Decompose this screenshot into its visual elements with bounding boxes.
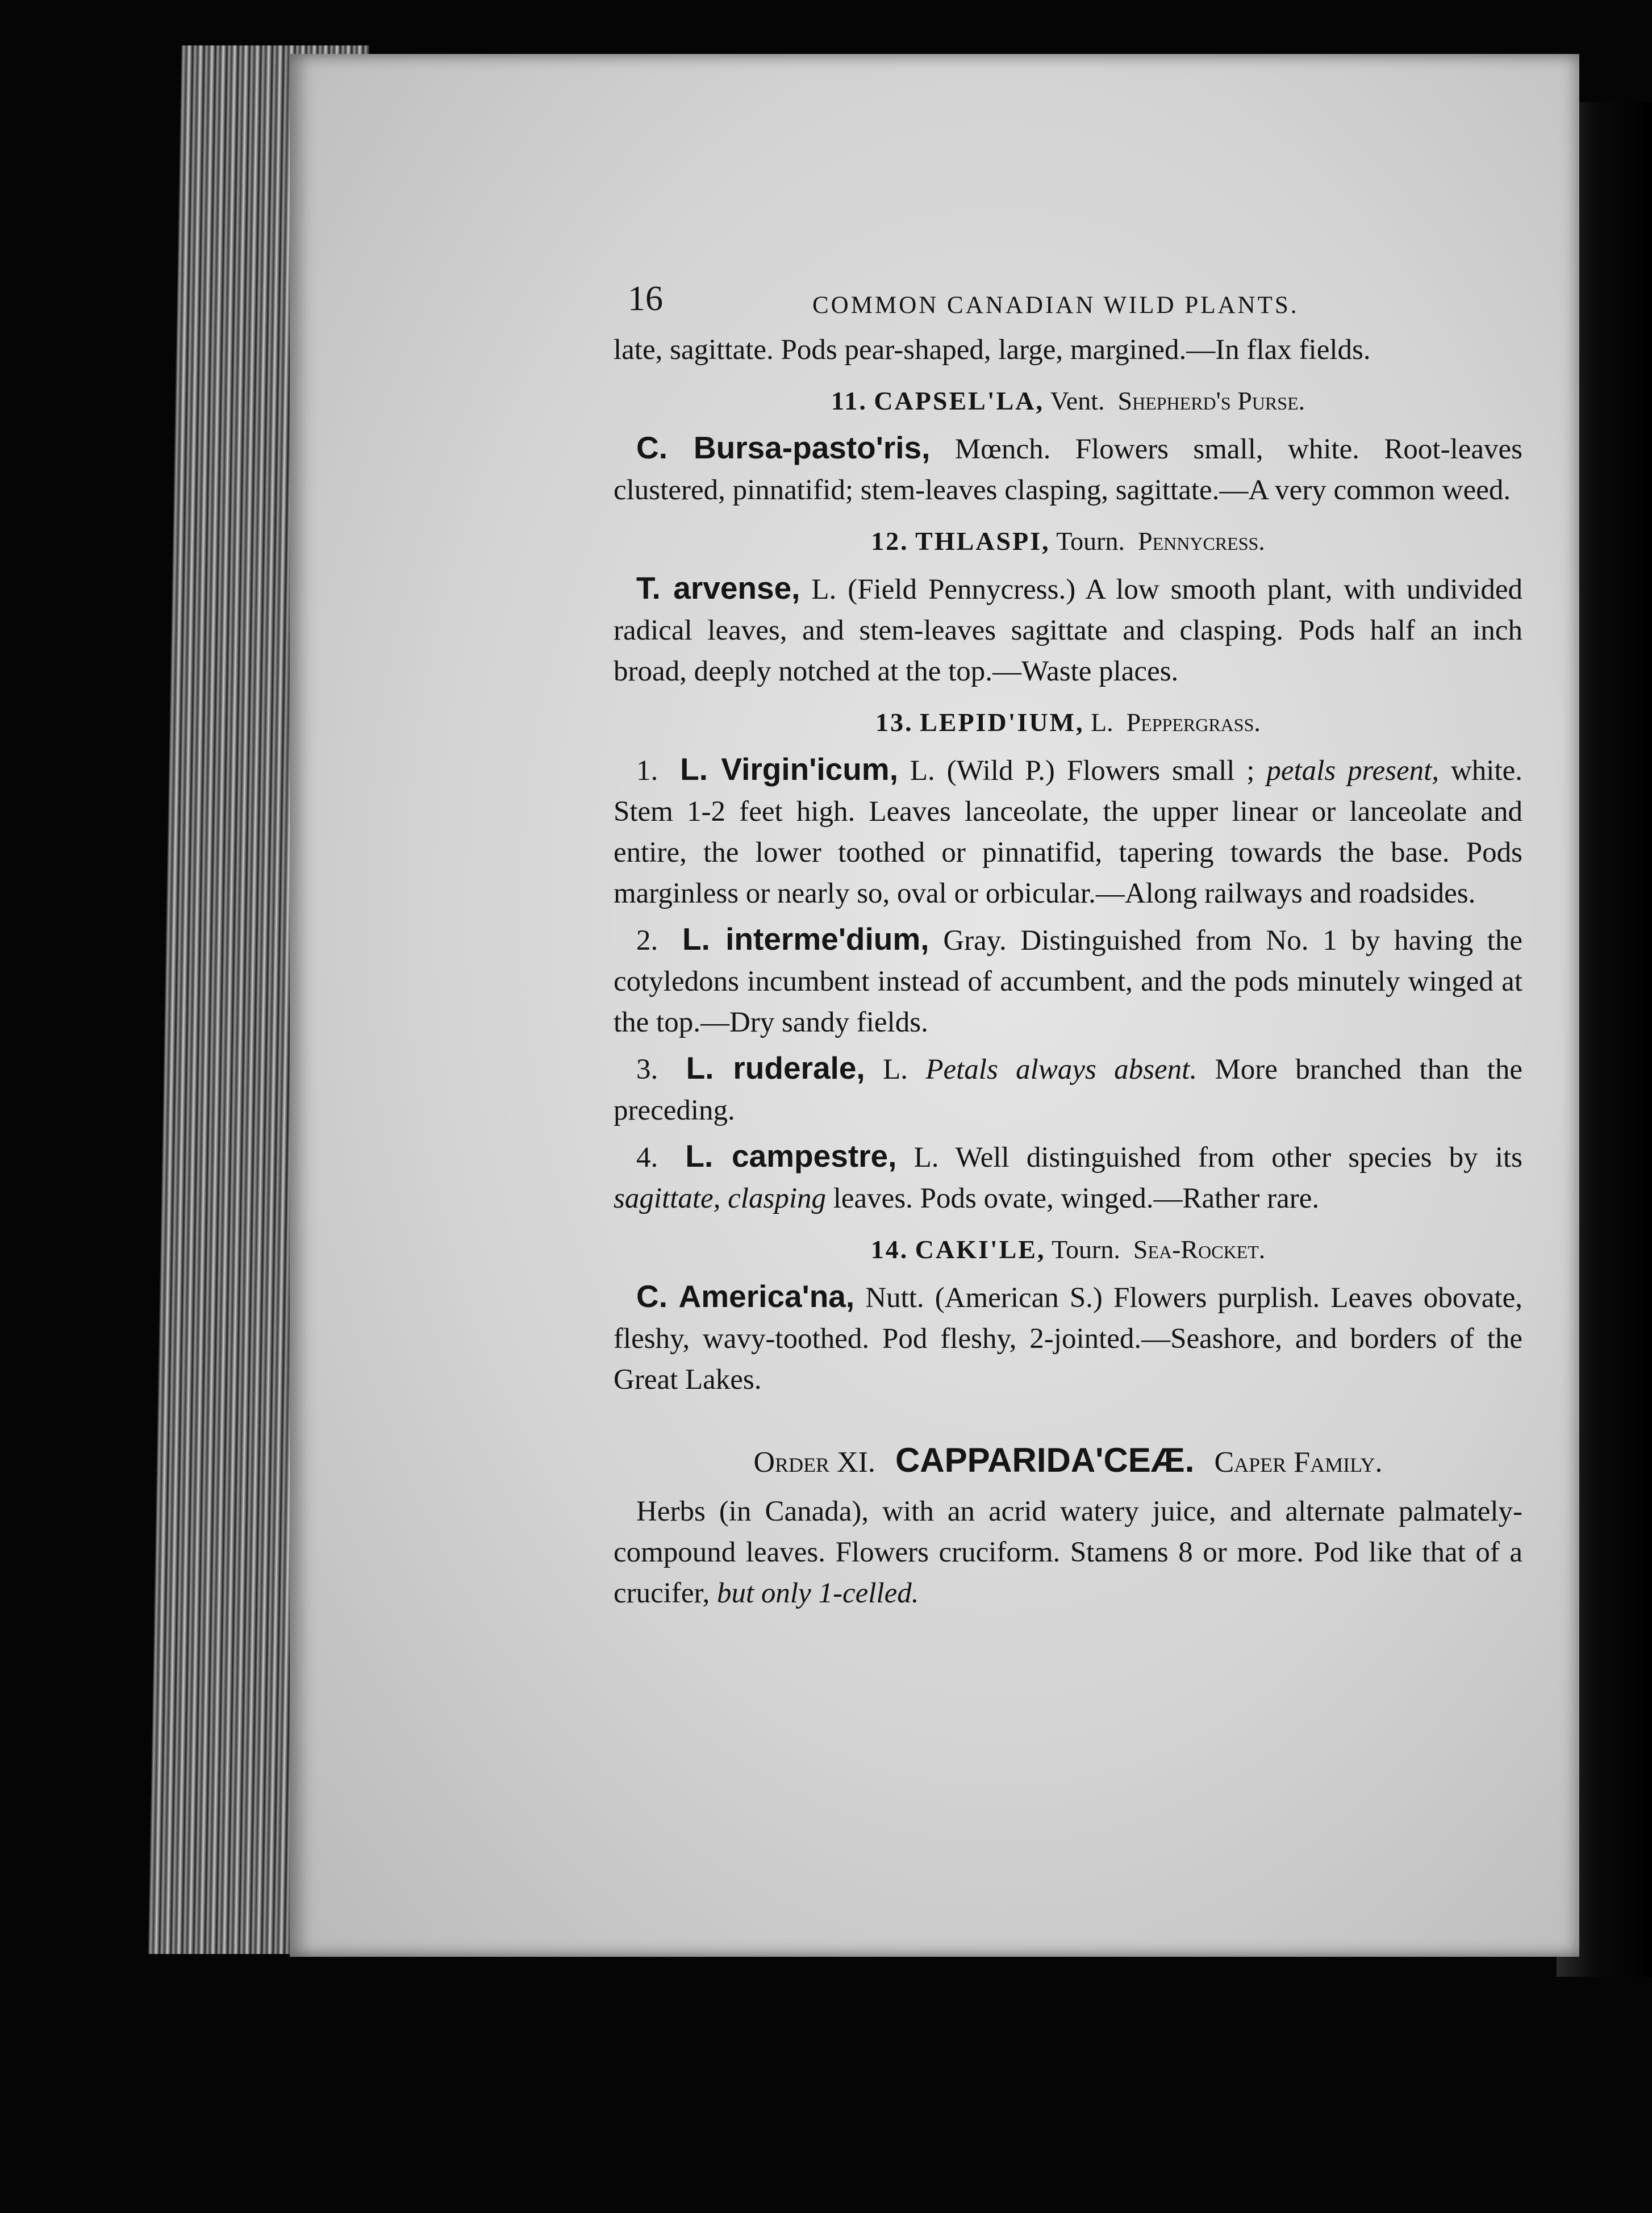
species-description: More branched than the preceding. <box>614 1054 1522 1126</box>
order-label: Order XI. <box>753 1446 875 1479</box>
running-head: COMMON CANADIAN WILD PLANTS. <box>812 292 1299 319</box>
genus-common-name: Sea-Rocket. <box>1133 1235 1266 1264</box>
species-description: L. Well distinguished from other species by its <box>913 1142 1523 1174</box>
page-text <box>614 278 1522 1614</box>
species-entry <box>614 427 1522 511</box>
order-name: CAPPARIDA'CEÆ. <box>895 1441 1195 1479</box>
species-name: L. interme'dium, <box>682 921 929 957</box>
species-description: Gray. Distinguished from No. 1 by having the cotyledons incumbent instead of accumbent, and the pods minutely winged at the top.—Dry sandy fields. <box>614 925 1523 1038</box>
species-italic-note: petals present, <box>1266 755 1440 787</box>
genus-authority: L. <box>1091 708 1113 737</box>
species-description: leaves. Pods ovate, winged.—Rather rare. <box>833 1183 1320 1214</box>
species-entry <box>614 1047 1522 1131</box>
species-description: Mœnch. Flowers small, white. Root-leaves clustered, pinnatifid; stem-leaves clasping, sagittate.—A very common weed. <box>614 433 1522 506</box>
genus-authority: Vent. <box>1050 386 1105 415</box>
species-description: white. Stem 1-2 feet high. Leaves lanceolate, the upper linear or lanceolate and entire, the lower toothed or pinnatifid, tapering towards the base. Pods marginless or nearly so, oval or orbicular.—Along railways and roadsides. <box>614 755 1522 909</box>
genus-heading <box>614 702 1522 743</box>
genus-authority: Tourn. <box>1052 1235 1120 1264</box>
species-name: L. ruderale, <box>686 1050 865 1085</box>
page-number: 16 <box>628 279 663 318</box>
species-description: L. <box>883 1054 908 1085</box>
species-description: L. (Field Pennycress.) A low smooth plant, with undivided radical leaves, and stem-leaves sagittate and clasping. Pods half an inch broad, deeply notched at the top.—Waste places. <box>614 574 1522 687</box>
species-italic-note: Petals always absent. <box>925 1054 1198 1085</box>
species-name: T. arvense, <box>636 570 800 606</box>
species-description: L. (Wild P.) Flowers small ; <box>910 755 1255 787</box>
species-number: 1. <box>636 755 658 787</box>
order-description <box>614 1491 1522 1614</box>
species-entry <box>614 918 1522 1043</box>
species-entry <box>614 749 1522 914</box>
genus-number: 13. <box>875 708 913 737</box>
species-description: Nutt. (American S.) Flowers purplish. Leaves obovate, fleshy, wavy-toothed. Pod fleshy, 2-jointed.—Seashore, and borders of the Great Lakes. <box>614 1282 1522 1396</box>
order-text: Herbs (in Canada), with an acrid watery juice, and alternate palmately-compound leaves. Flowers cruciform. Stamens 8 or more. Pod like that of a crucifer, <box>614 1496 1522 1609</box>
order-heading <box>614 1440 1522 1483</box>
continuation-paragraph: late, sagittate. Pods pear-shaped, large, margined.—In flax fields. <box>614 334 1371 366</box>
genus-number: 11. <box>831 386 867 415</box>
genus-name: LEPID'IUM, <box>920 708 1084 737</box>
species-name: C. Bursa-pasto'ris, <box>636 430 931 465</box>
genus-name: CAKI'LE, <box>915 1235 1046 1264</box>
species-number: 2. <box>636 925 658 957</box>
order-italic-note: but only 1-celled. <box>717 1577 919 1609</box>
species-number: 3. <box>636 1054 658 1085</box>
genus-heading <box>614 521 1522 562</box>
genus-number: 12. <box>871 527 909 556</box>
species-entry <box>614 567 1522 692</box>
genus-name: THLASPI, <box>915 527 1050 556</box>
species-number: 4. <box>636 1142 658 1174</box>
genus-number: 14. <box>870 1235 909 1264</box>
species-name: C. America'na, <box>636 1279 855 1314</box>
page-header <box>614 278 1522 329</box>
species-name: L. campestre, <box>685 1138 897 1174</box>
genus-heading <box>614 381 1522 421</box>
genus-name: CAPSEL'LA, <box>874 386 1044 415</box>
genus-heading <box>614 1229 1522 1270</box>
genus-common-name: Shepherd's Purse. <box>1117 386 1305 415</box>
genus-common-name: Peppergrass. <box>1126 708 1261 737</box>
genus-authority: Tourn. <box>1056 527 1125 556</box>
order-common-name: Caper Family. <box>1214 1446 1383 1479</box>
species-entry <box>614 1135 1522 1219</box>
genus-common-name: Pennycress. <box>1138 527 1265 556</box>
species-italic-note: sagittate, clasping <box>614 1183 826 1214</box>
species-entry <box>614 1276 1522 1400</box>
species-name: L. Virgin'icum, <box>680 751 898 787</box>
